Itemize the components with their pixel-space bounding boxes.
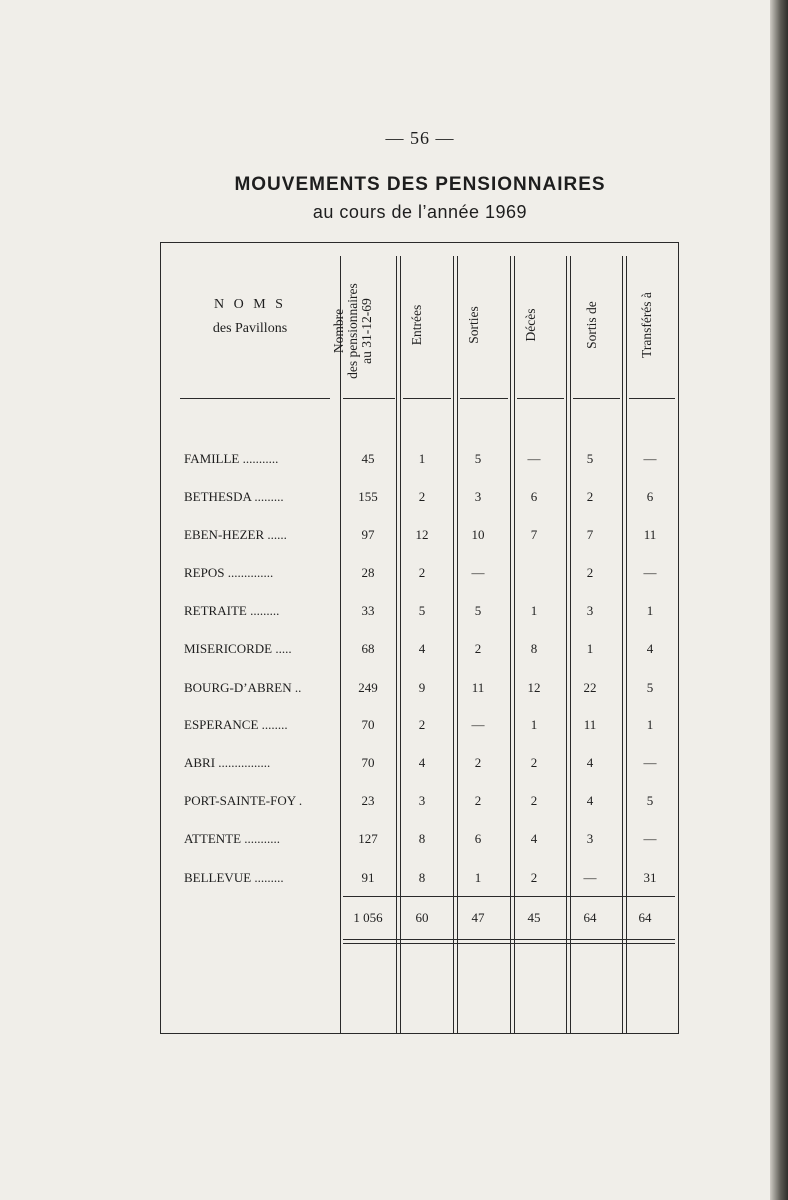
page-number: — 56 — — [385, 128, 455, 148]
header-sorties: Sorties — [466, 306, 481, 344]
cell-transferes: — — [643, 831, 657, 846]
cell-entrees: 2 — [418, 717, 426, 732]
pavillon-name: BOURG-D’ABREN .. — [184, 680, 302, 695]
cell-transferes: — — [643, 755, 657, 770]
cell-sortis-de: 2 — [586, 565, 594, 580]
cell-nombre: 91 — [361, 870, 375, 885]
cell-transferes: — — [643, 451, 657, 466]
header-transferes: Transférés à — [639, 292, 654, 358]
cell-nombre: 23 — [361, 793, 375, 808]
cell-sorties: 5 — [474, 603, 482, 618]
cell-transferes: 5 — [646, 680, 654, 695]
cell-transferes: 6 — [646, 489, 654, 504]
cell-sortis-de: 11 — [583, 717, 597, 732]
cell-deces: 2 — [530, 793, 538, 808]
header-nombre — [332, 271, 376, 391]
cell-sorties: 2 — [474, 793, 482, 808]
cell-nombre: 33 — [361, 603, 375, 618]
cell-nombre: 70 — [361, 755, 375, 770]
pavillon-name: MISERICORDE ..... — [184, 641, 292, 656]
total-deces: 45 — [527, 910, 541, 925]
pavillon-name: ATTENTE ........... — [184, 831, 281, 846]
totals-rule-top — [343, 896, 675, 897]
cell-sorties: 11 — [471, 680, 485, 695]
cell-transferes: 11 — [643, 527, 657, 542]
header-rule — [629, 398, 675, 399]
table-subtitle: au cours de l’année 1969 — [312, 202, 528, 222]
pavillon-name: PORT-SAINTE-FOY . — [184, 793, 303, 808]
pavillon-name: BETHESDA ......... — [184, 489, 284, 504]
pavillon-name: REPOS .............. — [184, 565, 274, 580]
pavillon-name: ABRI ................ — [184, 755, 271, 770]
header-noms-title: N O M S — [214, 297, 286, 312]
total-sorties: 47 — [471, 910, 485, 925]
cell-transferes: 1 — [646, 603, 654, 618]
cell-sorties: 5 — [474, 451, 482, 466]
pavillon-name: FAMILLE ........... — [184, 451, 279, 466]
cell-transferes: — — [643, 565, 657, 580]
col-divider — [566, 256, 567, 1034]
col-divider — [453, 256, 454, 1034]
table-title: MOUVEMENTS DES PENSIONNAIRES — [234, 174, 606, 195]
header-nombre-line1: Nombre — [331, 308, 346, 354]
cell-deces: 1 — [530, 717, 538, 732]
pavillon-name: RETRAITE ......... — [184, 603, 280, 618]
header-entrees: Entrées — [409, 304, 424, 346]
cell-deces: 8 — [530, 641, 538, 656]
header-rule — [343, 398, 395, 399]
header-rule — [180, 398, 330, 399]
cell-entrees: 8 — [418, 831, 426, 846]
cell-sorties: 10 — [471, 527, 485, 542]
header-rule — [517, 398, 564, 399]
cell-entrees: 2 — [418, 489, 426, 504]
cell-sortis-de: 3 — [586, 831, 594, 846]
cell-entrees: 2 — [418, 565, 426, 580]
cell-transferes: 31 — [643, 870, 657, 885]
cell-deces: 2 — [530, 755, 538, 770]
header-nombre-line3: au 31-12-69 — [359, 298, 374, 364]
header-rule — [573, 398, 620, 399]
cell-nombre: 249 — [358, 680, 378, 695]
cell-sortis-de: 5 — [586, 451, 594, 466]
cell-entrees: 9 — [418, 680, 426, 695]
totals-rule-bottom — [343, 943, 675, 944]
cell-deces: 7 — [530, 527, 538, 542]
cell-nombre: 155 — [358, 489, 378, 504]
cell-sorties: — — [471, 565, 485, 580]
cell-transferes: 1 — [646, 717, 654, 732]
pavillon-name: ESPERANCE ........ — [184, 717, 288, 732]
header-nombre-line2: des pensionnaires — [345, 283, 360, 379]
cell-deces: 12 — [527, 680, 541, 695]
cell-transferes: 4 — [646, 641, 654, 656]
cell-nombre: 45 — [361, 451, 375, 466]
cell-nombre: 97 — [361, 527, 375, 542]
cell-sorties: 2 — [474, 641, 482, 656]
header-deces: Décès — [523, 308, 538, 342]
cell-entrees: 4 — [418, 641, 426, 656]
cell-nombre: 127 — [358, 831, 378, 846]
cell-sorties: — — [471, 717, 485, 732]
cell-deces: 4 — [530, 831, 538, 846]
header-noms — [160, 297, 340, 337]
cell-sortis-de: 7 — [586, 527, 594, 542]
totals-rule-bottom — [343, 939, 675, 940]
cell-sorties: 3 — [474, 489, 482, 504]
header-rule — [403, 398, 451, 399]
total-transferes: 64 — [638, 910, 652, 925]
col-divider — [510, 256, 511, 1034]
cell-sorties: 2 — [474, 755, 482, 770]
cell-entrees: 3 — [418, 793, 426, 808]
cell-sortis-de: 2 — [586, 489, 594, 504]
cell-deces: — — [527, 451, 541, 466]
cell-sortis-de: 4 — [586, 793, 594, 808]
cell-entrees: 5 — [418, 603, 426, 618]
pavillon-name: BELLEVUE ......... — [184, 870, 284, 885]
cell-sortis-de: — — [583, 870, 597, 885]
cell-deces: 2 — [530, 870, 538, 885]
cell-deces: 1 — [530, 603, 538, 618]
cell-transferes: 5 — [646, 793, 654, 808]
col-divider — [622, 256, 623, 1034]
cell-sortis-de: 1 — [586, 641, 594, 656]
cell-deces: 6 — [530, 489, 538, 504]
cell-entrees: 4 — [418, 755, 426, 770]
col-divider — [400, 256, 401, 1034]
col-divider — [396, 256, 397, 1034]
header-rule — [460, 398, 508, 399]
cell-entrees: 8 — [418, 870, 426, 885]
total-entrees: 60 — [415, 910, 429, 925]
header-sortis-de: Sortis de — [584, 301, 599, 349]
cell-sorties: 1 — [474, 870, 482, 885]
cell-nombre: 28 — [361, 565, 375, 580]
cell-sorties: 6 — [474, 831, 482, 846]
cell-entrees: 1 — [418, 451, 426, 466]
cell-nombre: 70 — [361, 717, 375, 732]
pavillon-name: EBEN-HEZER ...... — [184, 527, 287, 542]
cell-nombre: 68 — [361, 641, 375, 656]
total-sortis-de: 64 — [583, 910, 597, 925]
total-nombre: 1 056 — [353, 910, 383, 925]
cell-sortis-de: 22 — [583, 680, 597, 695]
cell-sortis-de: 4 — [586, 755, 594, 770]
page-gutter — [770, 0, 788, 1200]
cell-sortis-de: 3 — [586, 603, 594, 618]
cell-entrees: 12 — [415, 527, 429, 542]
header-noms-subtitle: des Pavillons — [212, 321, 288, 336]
